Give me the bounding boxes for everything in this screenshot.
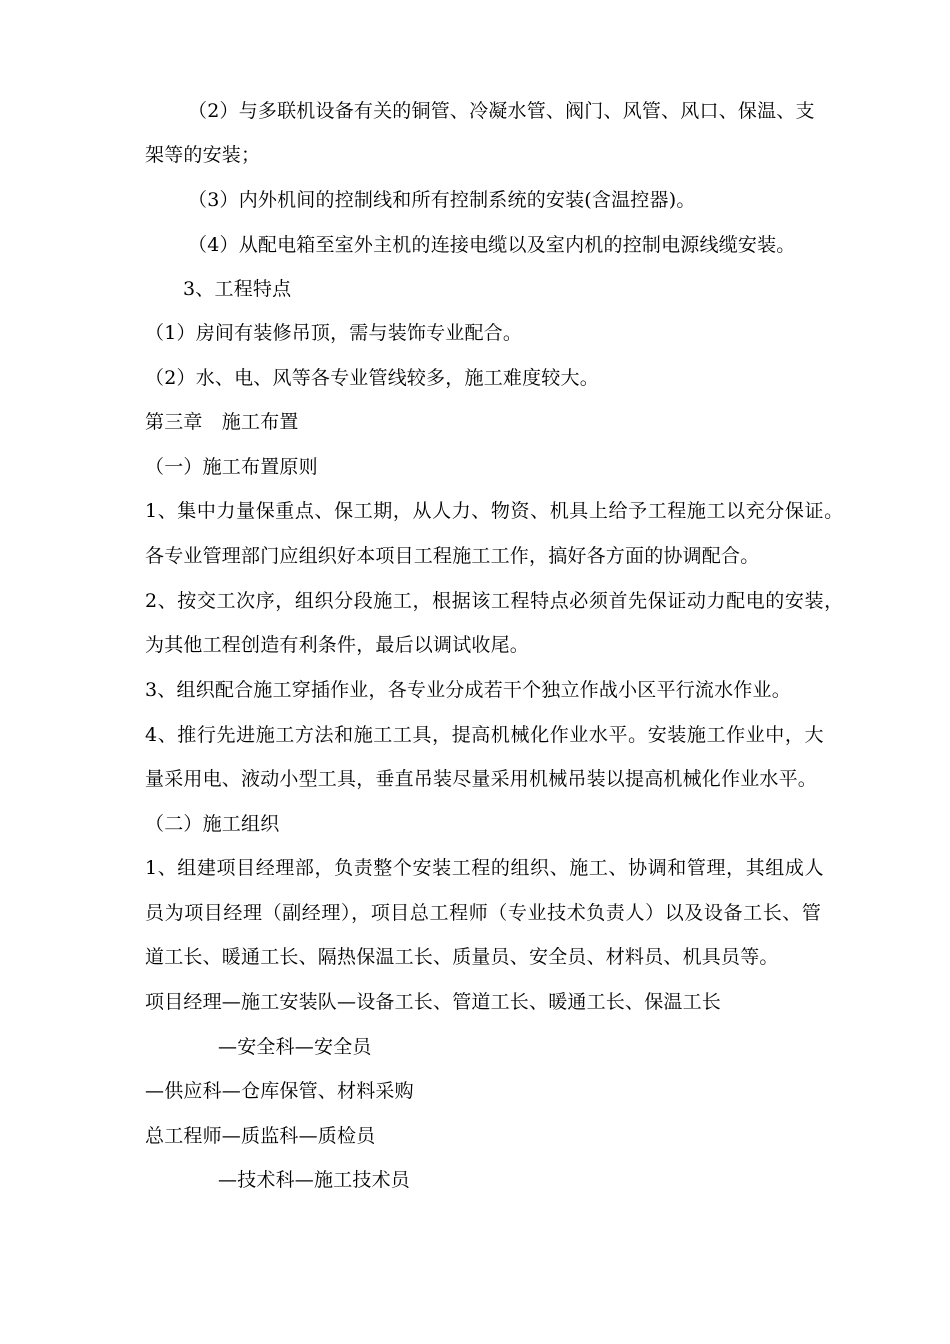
paragraph-line: （2）与多联机设备有关的铜管、冷凝水管、阀门、风管、风口、保温、支 — [188, 100, 815, 122]
paragraph-line: （3）内外机间的控制线和所有控制系统的安装(含温控器)。 — [188, 189, 696, 211]
paragraph-line: 2、按交工次序，组织分段施工，根据该工程特点必须首先保证动力配电的安装， — [145, 590, 844, 612]
paragraph-line: 3、组织配合施工穿插作业，各专业分成若干个独立作战小区平行流水作业。 — [145, 679, 791, 701]
chapter-heading: 第三章 施工布置 — [145, 411, 299, 433]
paragraph-line: 为其他工程创造有利条件，最后以调试收尾。 — [145, 634, 530, 656]
paragraph-line: 各专业管理部门应组织好本项目工程施工工作，搞好各方面的协调配合。 — [145, 545, 760, 567]
paragraph-line: 道工长、暖通工长、隔热保温工长、质量员、安全员、材料员、机具员等。 — [145, 946, 779, 968]
paragraph-line: 员为项目经理（副经理），项目总工程师（专业技术负责人）以及设备工长、管 — [145, 902, 822, 924]
org-chart-line: 项目经理—施工安装队—设备工长、管道工长、暖通工长、保温工长 — [145, 991, 722, 1013]
section-heading: （一）施工布置原则 — [145, 456, 318, 478]
paragraph-line: （2）水、电、风等各专业管线较多，施工难度较大。 — [145, 367, 599, 389]
paragraph-line: 1、组建项目经理部，负责整个安装工程的组织、施工、协调和管理，其组成人 — [145, 857, 825, 879]
section-heading: 3、工程特点 — [183, 278, 292, 300]
paragraph-line: 架等的安装； — [145, 144, 261, 166]
org-chart-line: 总工程师—质监科—质检员 — [145, 1125, 376, 1147]
org-chart-line: —技术科—施工技术员 — [218, 1169, 411, 1191]
paragraph-line: （1）房间有装修吊顶，需与装饰专业配合。 — [145, 322, 523, 344]
paragraph-line: 1、集中力量保重点、保工期，从人力、物资、机具上给予工程施工以充分保证。 — [145, 500, 844, 522]
org-chart-line: —安全科—安全员 — [218, 1036, 372, 1058]
paragraph-line: 4、推行先进施工方法和施工工具，提高机械化作业水平。安装施工作业中，大 — [145, 724, 825, 746]
paragraph-line: （4）从配电箱至室外主机的连接电缆以及室内机的控制电源线缆安装。 — [188, 234, 796, 256]
paragraph-line: 量采用电、液动小型工具，垂直吊装尽量采用机械吊装以提高机械化作业水平。 — [145, 768, 818, 790]
section-heading: （二）施工组织 — [145, 813, 280, 835]
org-chart-line: —供应科—仓库保管、材料采购 — [145, 1080, 414, 1102]
